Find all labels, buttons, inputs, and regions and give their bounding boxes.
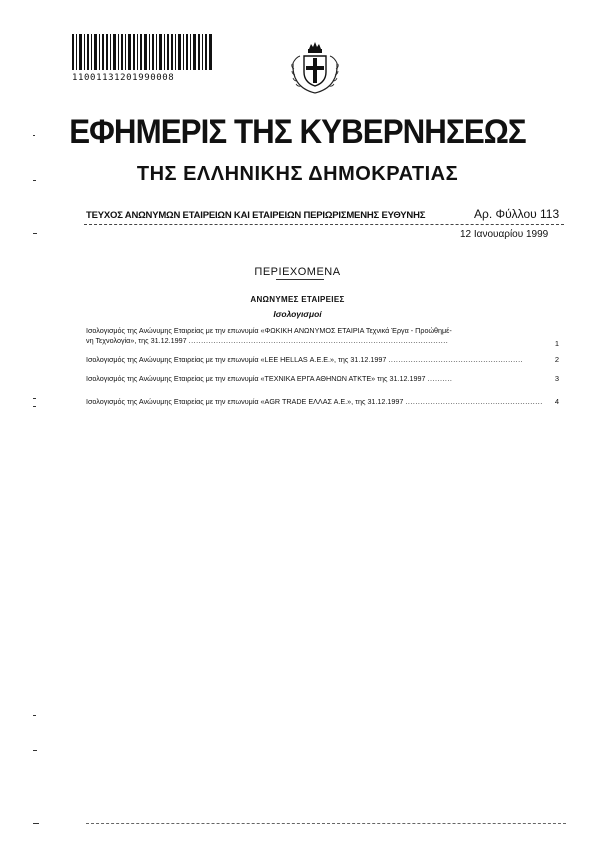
contents-heading: ΠΕΡΙΕΧΟΜΕΝΑ: [254, 266, 341, 278]
toc-page-number: 2: [554, 355, 559, 364]
toc-leader-dots: ..........: [427, 374, 453, 383]
margin-mark: [33, 135, 35, 136]
issue-date: 12 Ιανουαρίου 1999: [460, 229, 549, 240]
margin-mark: [33, 715, 36, 716]
barcode: [72, 34, 212, 70]
toc-entry-text: Ισολογισμός της Ανώνυμης Εταιρείας με την επωνυμία «ΦΩΚΙΚΗ ΑΝΩΝΥΜΟΣ ΕΤΑΙΡΙΑ Τεχνικά Έργα - Προώθημέ-: [86, 326, 452, 335]
toc-entry-text: νη Τεχνολογία», της 31.12.1997: [86, 336, 187, 345]
toc-entry: [86, 326, 558, 346]
margin-mark: [33, 823, 39, 824]
sheet-number: Αρ. Φύλλου 113: [474, 207, 560, 221]
margin-mark: [33, 398, 36, 399]
toc-leader-dots: ........................................................................................................: [188, 336, 449, 345]
bottom-divider: [86, 823, 566, 824]
toc-leader-dots: .......................................................: [405, 397, 543, 406]
toc-entry-text: Ισολογισμός της Ανώνυμης Εταιρείας με την επωνυμία «ΤΕΧΝΙΚΑ ΕΡΓΑ ΑΘΗΝΩΝ ΑΤΚΤΕ» της 31.12.1997: [86, 374, 426, 383]
barcode-number: 11001131201990008: [72, 73, 175, 83]
toc-entry: [86, 397, 558, 407]
margin-mark: [33, 406, 36, 407]
gazette-title: ΕΦΗΜΕΡΙΣ ΤΗΣ ΚΥΒΕΡΝΗΣΕΩΣ: [69, 113, 526, 151]
contents-underline: [276, 279, 324, 280]
gazette-subtitle: ΤΗΣ ΕΛΛΗΝΙΚΗΣ ΔΗΜΟΚΡΑΤΙΑΣ: [136, 163, 459, 185]
coat-of-arms-emblem: [284, 37, 346, 99]
toc-entry-text: Ισολογισμός της Ανώνυμης Εταιρείας με την επωνυμία «LEE HELLAS Α.Ε.Ε.», της 31.12.1997: [86, 355, 387, 364]
toc-page-number: 4: [554, 397, 559, 406]
issue-type: ΤΕΥΧΟΣ ΑΝΩΝΥΜΩΝ ΕΤΑΙΡΕΙΩΝ ΚΑΙ ΕΤΑΙΡΕΙΩΝ ΠΕΡΙΩΡΙΣΜΕΝΗΣ ΕΥΘΥΝΗΣ: [86, 210, 426, 221]
section-heading: ΑΝΩΝΥΜΕΣ ΕΤΑΙΡΕΙΕΣ: [250, 295, 345, 304]
margin-mark: [33, 750, 37, 751]
header-divider: [84, 224, 564, 225]
subsection-heading: Ισολογισμοί: [273, 309, 322, 319]
toc-page-number: 3: [554, 374, 559, 383]
toc-page-number: 1: [554, 339, 559, 348]
toc-leader-dots: ......................................................: [388, 355, 524, 364]
margin-mark: [33, 180, 36, 181]
margin-mark: [33, 233, 37, 234]
toc-entry: [86, 355, 558, 365]
toc-entry-text: Ισολογισμός της Ανώνυμης Εταιρείας με την επωνυμία «AGR TRADE ΕΛΛΑΣ Α.Ε.», της 31.12.1997: [86, 397, 404, 406]
toc-entry: [86, 374, 558, 384]
